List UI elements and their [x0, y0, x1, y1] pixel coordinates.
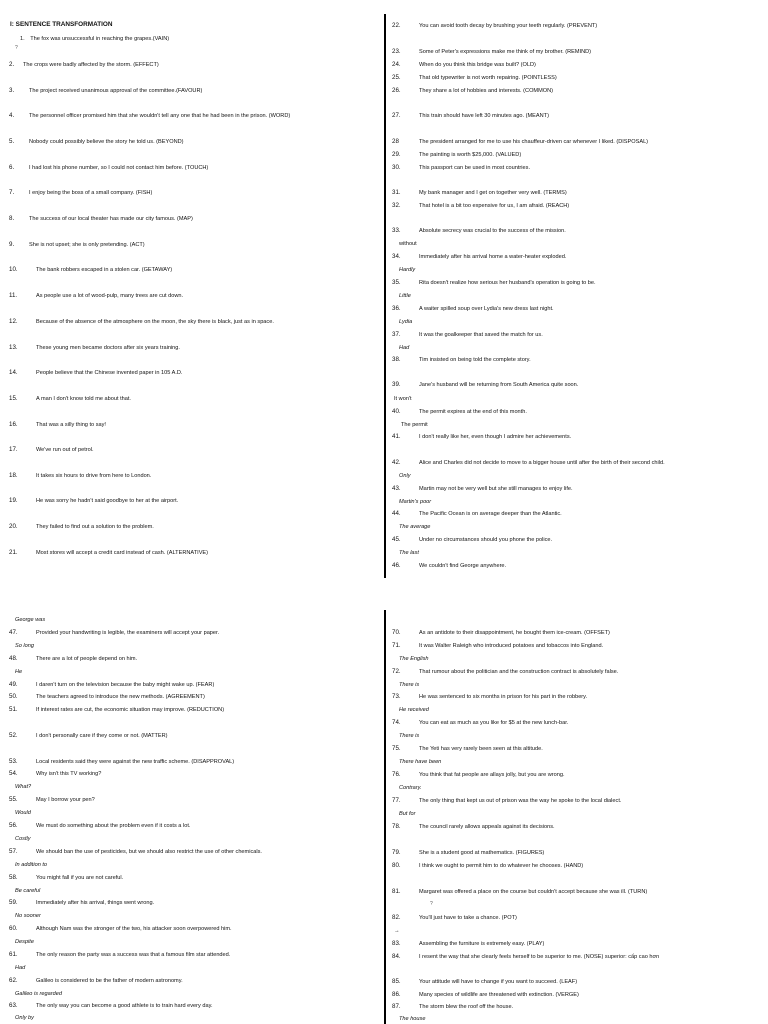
column-divider [384, 14, 386, 578]
answer-prompt: Contrary. [399, 785, 422, 791]
answer-prompt: Martin's poor [399, 499, 432, 505]
answer-prompt: No sooner [15, 913, 41, 919]
arrow-mark: → [394, 928, 400, 934]
exercise-item-1 [20, 35, 169, 43]
item-text: The fox was unsuccessful in reaching the grapes.(VAIN) [30, 36, 170, 42]
answer-prompt: Would [15, 810, 31, 816]
answer-prompt: Had [399, 345, 410, 351]
answer-prompt: Costly [15, 836, 31, 842]
answer-prompt: There is [399, 733, 420, 739]
stray-mark: ? [15, 45, 18, 51]
answer-prompt: The house [399, 1016, 426, 1022]
answer-prompt: The last [399, 550, 419, 556]
answer-prompt: So long [15, 643, 34, 649]
answer-prompt: What? [15, 784, 32, 790]
answer-prompt: It won't [394, 396, 412, 402]
answer-prompt: Lydia [399, 319, 413, 325]
column-divider [384, 610, 386, 1024]
answer-prompt: Hardly [399, 267, 416, 273]
answer-prompt: The average [399, 524, 431, 530]
answer-prompt: He [15, 669, 23, 675]
answer-prompt: The English [399, 656, 429, 662]
answer-prompt: Only by [15, 1015, 34, 1021]
answer-prompt: without [399, 241, 417, 247]
answer-prompt: In addition to [15, 862, 48, 868]
answer-prompt: There is [399, 682, 420, 688]
worksheet-page-2: George was 47. Provided your handwriting is legible, the examiners will accept your paper. So long 48. There are a lot of people depend on him. He 49. I daren't turn on the television because the baby might wake up. (FEAR) 50. The teachers agreed to introduce the new methods. (AGREEMENT) 51. If interest rates are cut, the economic situation may improve. (REDUCTION) 52. I don't personally care if they come or not. (MATTER) 53. Local residents said they were against the new traffic scheme. (DISAPPROVAL) 54. Why isn't this TV working? What? 55. May I borrow your pen? Would 56. We must do something about the problem even if it costs a lot. Costly 57. We should ban the use of pesticides, but we should also restrict the use of other chemicals. In addition to 58. You might fall if you are not careful. Be careful 59. Immediately after his arrival, things went wrong. No sooner 60. Although Nam was the stronger of the two, his attacker soon overpowered him. Despite 61. The only reason the party was a success was that a famous film star attended. Had 62. Galileo is considered to be the father of modern astronomy. Galileo is regarded 63. The only way you can become a good athlete is to train hard every day. Only by 70. As an antidote to their disappointment, he bought them ice-cream. (OFFSET) 71. It was Walter Raleigh who introduced potatoes and tobaccos into England. The English 72. That rumour about the politician and the construction contract is absolutely false. There is 73. He was sentenced to six months in prison for his part in the robbery. He received 74. You can eat as much as you like for $5 at the new lunch-bar. There is 75. The Yeti has very rarely been seen at this altitude. There have been 76. You think that fat people are allays jolly, but you are wrong. Contrary. 77. The only thing that kept us out of prison was the way he spoke to the local dialect. But for 78. The council rarely allows appeals against its decisions. 79. She is a student good at mathematics. (FIGURES) 80. I think we ought to permit him to do whatever he chooses. (HAND) 81. Margaret was offered a place on the course but couldn't accept because she was ill. (TURN) ? 82. You'll just have to take a chance. (POT) → 83. Assembling the furniture is extremely easy. (PLAY) 84. I resent the way that she clearly feels herself to be superior to me. (NOSE) superior: cấp cao hơn 85. Your attitude will have to change if you want to succeed. (LEAF) 86. Many species of wildlife are threatened with extinction. (VERGE) 87. The storm blew the roof off the house. The house [0, 605, 768, 1024]
item-number: 1. [20, 36, 25, 42]
answer-prompt: There have been [399, 759, 442, 765]
answer-prompt: Had [15, 965, 26, 971]
answer-prompt: Despite [15, 939, 34, 945]
stray-mark: ? [430, 901, 433, 907]
answer-prompt: But for [399, 811, 416, 817]
answer-prompt: Be careful [15, 888, 41, 894]
answer-prompt: Only [399, 473, 411, 479]
answer-prompt: He received [399, 707, 429, 713]
answer-prompt: George was [15, 617, 46, 623]
section-heading: I: SENTENCE TRANSFORMATION [10, 21, 113, 28]
worksheet-page-1: I: SENTENCE TRANSFORMATION 1. The fox was unsuccessful in reaching the grapes.(VAIN) ? 2. The crops were badly affected by the storm. (EFFECT) 3. The project received unanimous approval of the committee.(FAVOUR) 4. The personnel officer promised him that she wouldn't tell any one that he had been in the prison. (WORD) 5. Nobody could possibly believe the story he told us. (BEYOND) 6. I had lost his phone number, so I could not contact him before. (TOUCH) 7. I enjoy being the boss of a small company. (FISH) 8. The success of our local theater has made our city famous. (MAP) 9. She is not upset; she is only pretending. (ACT) 10. The bank robbers escaped in a stolen car. (GETAWAY) 11. As people use a lot of wood-pulp, many trees are cut down. 12. Because of the absence of the atmosphere on the moon, the sky there is black, just as in space. 13. These young men became doctors after six years training. 14. People believe that the Chinese invented paper in 105 A.D. 15. A man I don't know told me about that. 16. That was a silly thing to say! 17. We've run out of petrol. 18. It takes six hours to drive from here to London. 19. He was sorry he hadn't said goodbye to her at the airport. 20. They failed to find out a solution to the problem. 21. Most stores will accept a credit card instead of cash. (ALTERNATIVE) 22. You can avoid tooth decay by brushing your teeth regularly. (PREVENT) 23. Some of Peter's expressions make me think of my brother. (REMIND) 24. When do you think this bridge was built? (OLD) 25. That old typewriter is not worth repairing. (POINTLESS) 26. They share a lot of hobbies and interests. (COMMON) 27. This train should have left 30 minutes ago. (MEANT) 28 The president arranged for me to use his chauffeur-driven car whenever I liked. (DISPOSAL) 29. The painting is worth $25,000. (VALUED) 30. This passport can be used in most countries. 31. My bank manager and I get on together very well. (TERMS) 32. That hotel is a bit too expensive for us, I am afraid. (REACH) 33. Absolute secrecy was crucial to the success of the mission. without 34. Immediately after his arrival home a water-heater exploded. Hardly 35. Rita doesn't realize how serious her husband's operation is going to be. Little 36. A waiter spilled soup over Lydia's new dress last night. Lydia 37. It was the goalkeeper that saved the match for us. Had 38. Tim insisted on being told the complete story. 39. Jane's husband will be returning from South America quite soon. It won't 40. The permit expires at the end of this month. The permit 41. I don't really like her, even though I admire her achievements. 42. Alice and Charles did not decide to move to a bigger house until after the birth of their second child. Only 43. Martin may not be very well but she still manages to enjoy life. Martin's poor 44. The Pacific Ocean is on average deeper than the Atlantic. The average 45. Under no circumstances should you phone the police. The last 46. We couldn't find George anywhere. [0, 0, 768, 585]
answer-prompt: Little [399, 293, 411, 299]
answer-prompt: The permit [401, 422, 428, 428]
answer-prompt: Galileo is regarded [15, 991, 62, 997]
